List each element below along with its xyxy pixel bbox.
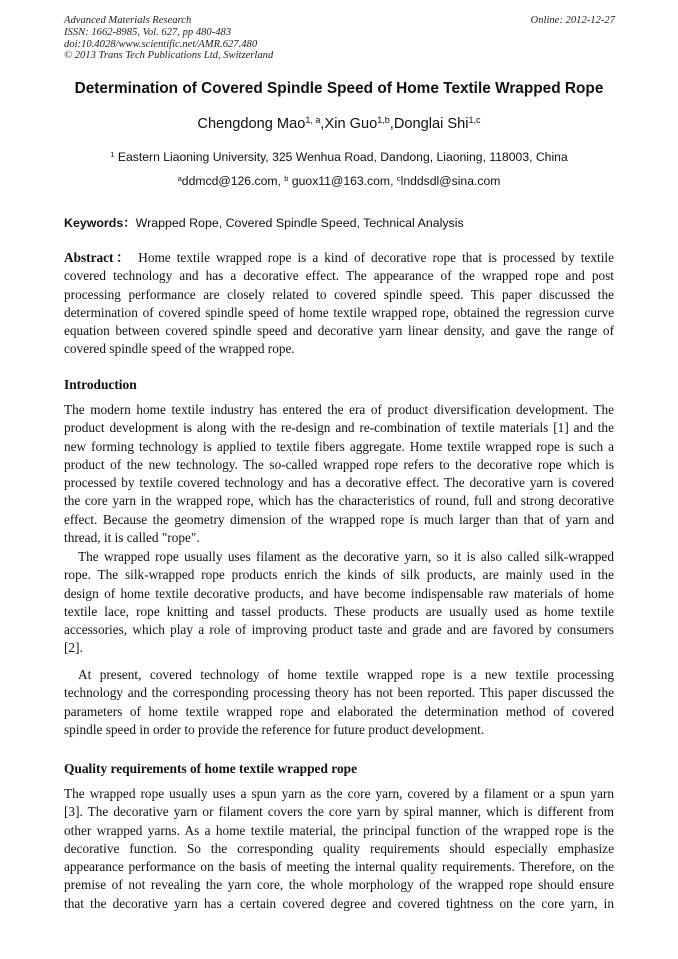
authors [0, 116, 678, 132]
text-line: technology and the corresponding processing theory has not been reported. This paper discussed the [64, 685, 614, 701]
abstract [64, 249, 614, 359]
email[interactable]: guox11@163.com, [288, 174, 397, 188]
text-line: parameters of home textile wrapped rope and elaborated the determination method of covered [64, 703, 614, 719]
text-line: rope. The silk-wrapped rope products enrich the kinds of silk products, are mainly used in the [64, 567, 614, 583]
affil-number: 1 [110, 149, 115, 159]
text-line: new forming technology is applied to textile fibers aggregate. Home textile wrapped rope is such a [64, 438, 614, 454]
author-name: Donglai Shi [393, 116, 469, 132]
author-affil: 1,b [377, 115, 390, 126]
journal-name: Advanced Materials Research [64, 15, 192, 26]
text-line: processing performance are closely related to covered spindle speed. This paper discussed the [64, 286, 614, 302]
text-line: covered technology and has a decorative effect. The appearance of the wrapped rope and post [64, 268, 614, 284]
text-line: The wrapped rope usually uses a spun yarn as the core yarn, covered by a filament or a spun yarn [64, 786, 614, 801]
text-line: accessories, which play a role of improving product taste and grade and are favored by consumers [64, 622, 614, 638]
emails [0, 174, 678, 188]
text-line: design of home textile decorative products, and have become indispensable raw materials of home [64, 585, 614, 601]
text-line: product of the new technology. The so-called wrapped rope refers to the decorative rope which is [64, 456, 614, 472]
email-mark: a [177, 173, 182, 183]
abstract-label: Abstract： [64, 250, 133, 265]
copyright: © 2013 Trans Tech Publications Ltd, Switzerland [64, 50, 274, 62]
author-affil: 1, a [305, 115, 321, 126]
section-heading-quality: Quality requirements of home textile wrapped rope [64, 761, 358, 776]
author-affil: 1,c [468, 115, 481, 126]
text-line: determination of covered spindle speed of home textile wrapped rope, obtained the regression curve [64, 304, 614, 320]
online-date: Online: 2012-12-27 [530, 15, 615, 26]
text-line: processed by textile covered technology and has a decorative effect. The decorative yarn is covered [64, 475, 614, 491]
text-line: The wrapped rope usually uses filament as the decorative yarn, so it is also called silk-wrapped [78, 549, 614, 564]
text-line: The modern home textile industry has entered the era of product diversification development. The [64, 402, 614, 417]
author-sep: , [389, 116, 394, 132]
paragraph [64, 548, 614, 658]
text-line: textile lace, rope knitting and tassel products. These products are usually used as home textile [64, 603, 614, 619]
text-line: covered spindle speed of the wrapped rope. [64, 341, 295, 357]
author-name: Chengdong Mao [197, 116, 306, 132]
text-line: other wrapped yarns. As a home textile material, the principal function of the wrapped rope is the [64, 822, 614, 838]
email[interactable]: lnddsdl@sina.com [400, 174, 501, 188]
abstract-text: Home textile wrapped rope is a kind of decorative rope that is processed by textile [132, 250, 614, 265]
paragraph [64, 401, 614, 547]
text-line: decorative function. So the corresponding quality requirements should especially emphasize [64, 840, 614, 856]
journal-header [64, 15, 273, 62]
text-line: [2]. [64, 640, 83, 656]
email-mark: c [396, 173, 401, 183]
section-heading-introduction: Introduction [64, 377, 137, 392]
text-line: [3]. The decorative yarn or filament covers the core yarn by spiral manner, which is different from [64, 804, 614, 820]
keywords [64, 213, 464, 231]
author-sep: , [320, 116, 325, 132]
text-line: spindle speed in order to provide the reference for future product development. [64, 721, 485, 737]
text-line [64, 249, 614, 267]
email[interactable]: ddmcd@126.com, [181, 174, 285, 188]
text-line: thread, it is called "rope". [64, 530, 200, 546]
text-line: effect. Because the geometry dimension of the wrapped rope is much larger than that of yarn and [64, 511, 614, 527]
doi: doi:10.4028/www.scientific.net/AMR.627.480 [64, 38, 258, 50]
text-line: equation between covered spindle speed and decorative yarn linear density, and gave the range of [64, 323, 614, 339]
affiliation [0, 150, 678, 164]
text-line: the core yarn in the wrapped rope, which has the characteristics of round, full and strong decorative [64, 493, 614, 509]
text-line: premise of not revealing the yarn core, the whole morphology of the wrapped rope should ensure [64, 877, 614, 893]
paragraph [64, 785, 614, 913]
text-line: At present, covered technology of home textile wrapped rope is a new textile processing [78, 667, 614, 682]
paper-title: Determination of Covered Spindle Speed of Home Textile Wrapped Rope [74, 80, 604, 97]
issn: ISSN: 1662-8985, Vol. 627, pp 480-483 [64, 26, 232, 38]
keywords-text: Wrapped Rope, Covered Spindle Speed, Technical Analysis [135, 216, 464, 230]
author-name: Xin Guo [324, 116, 378, 132]
paragraph [64, 666, 614, 739]
text-line: that the decorative yarn has a certain covered degree and covered tightness on the core yarn, in [64, 895, 614, 911]
email-mark: b [284, 173, 289, 183]
text-line: appearance performance on the basis of meeting the internal quality requirements. Therefore, on the [64, 859, 614, 875]
text-line: product development is along with the re-design and re-combination of textile materials [1] and the [64, 420, 614, 436]
affil-text: Eastern Liaoning University, 325 Wenhua Road, Dandong, Liaoning, 118003, China [114, 150, 568, 164]
keywords-label: Keywords： [64, 216, 136, 230]
